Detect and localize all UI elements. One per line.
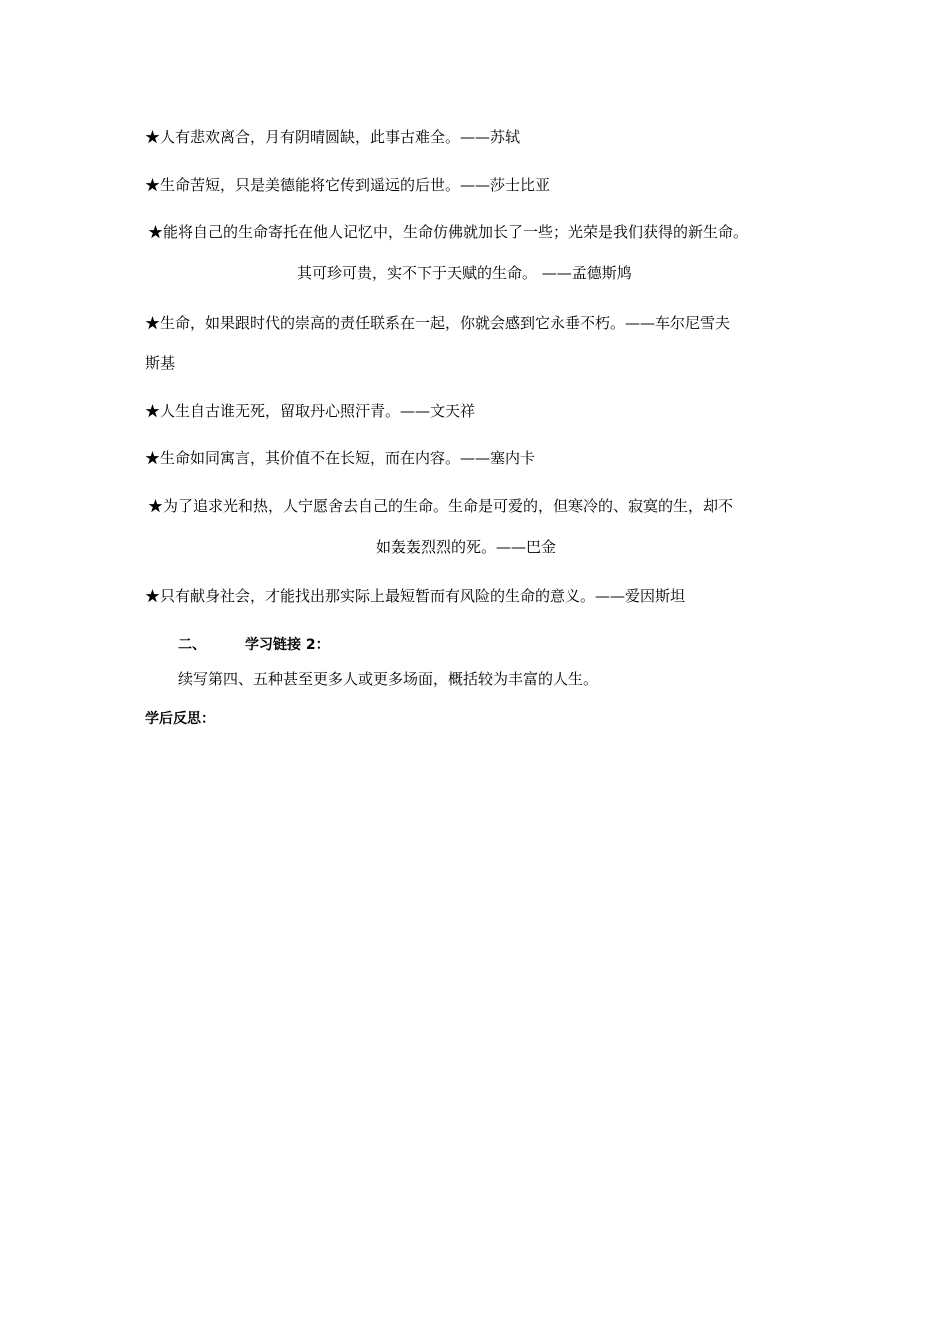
quote-3-line-2: 其可珍可贵，实不下于天赋的生命。 ——孟德斯鸠 bbox=[297, 264, 632, 282]
quote-4-line-2: 斯基 bbox=[145, 354, 176, 372]
quote-5: ★人生自古谁无死，留取丹心照汗青。——文天祥 bbox=[145, 402, 476, 420]
quote-2: ★生命苦短，只是美德能将它传到遥远的后世。——莎士比亚 bbox=[145, 176, 551, 194]
section-title: 学习链接 2： bbox=[245, 637, 330, 653]
quote-4-line-1: ★生命，如果跟时代的崇高的责任联系在一起，你就会感到它永垂不朽。——车尔尼雪夫 bbox=[145, 314, 731, 332]
quote-7-line-1: ★为了追求光和热，人宁愿舍去自己的生命。生命是可爱的，但寒冷的、寂寞的生，却不 bbox=[148, 497, 734, 515]
reflection-label: 学后反思： bbox=[145, 711, 215, 727]
quote-7-line-2: 如轰轰烈烈的死。——巴金 bbox=[376, 538, 557, 556]
section-number: 二、 bbox=[178, 637, 206, 653]
instruction-text: 续写第四、五种甚至更多人或更多场面，概括较为丰富的人生。 bbox=[178, 670, 599, 688]
quote-3-line-1: ★能将自己的生命寄托在他人记忆中，生命仿佛就加长了一些；光荣是我们获得的新生命。 bbox=[148, 223, 749, 241]
quote-8: ★只有献身社会，才能找出那实际上最短暂而有风险的生命的意义。——爱因斯坦 bbox=[145, 587, 686, 605]
quote-1: ★人有悲欢离合，月有阴晴圆缺，此事古难全。——苏轼 bbox=[145, 128, 521, 146]
quote-6: ★生命如同寓言，其价值不在长短，而在内容。——塞内卡 bbox=[145, 449, 536, 467]
